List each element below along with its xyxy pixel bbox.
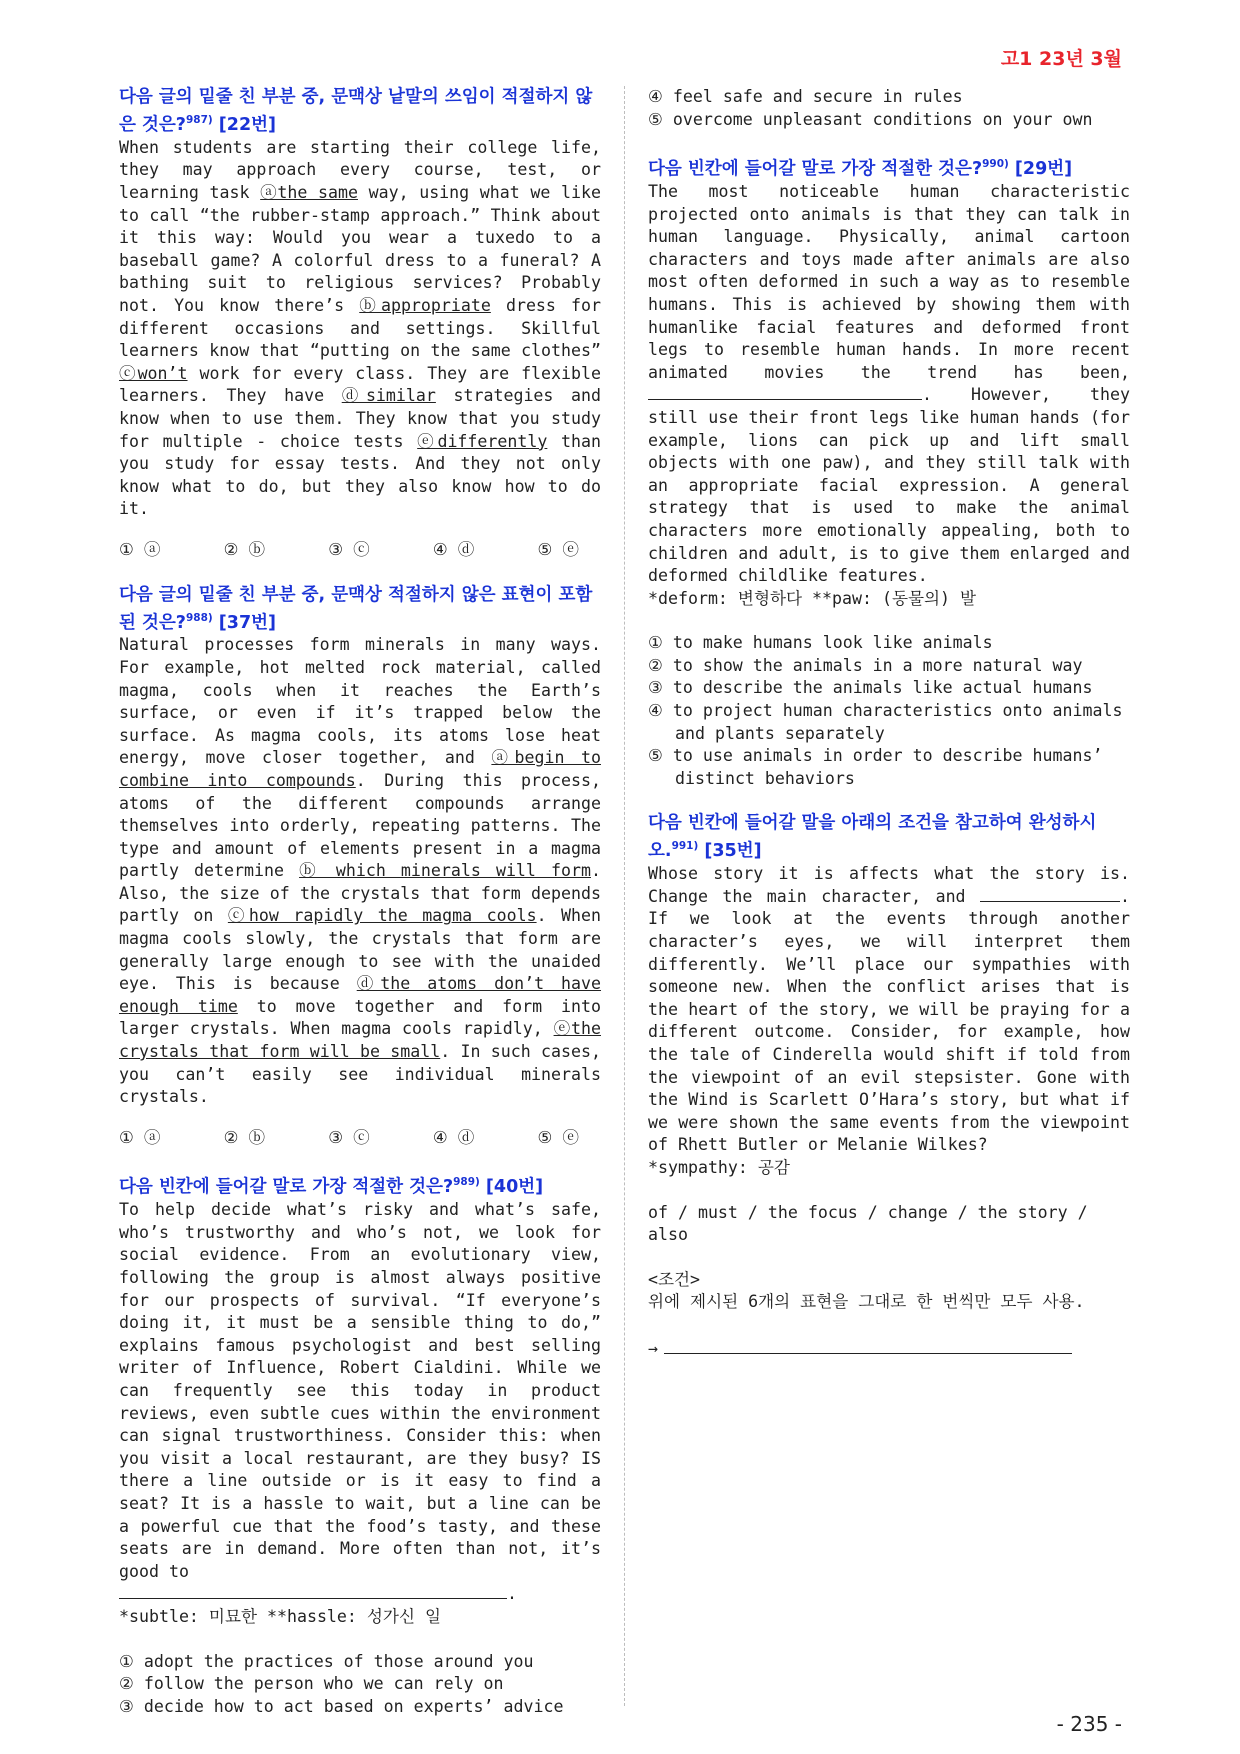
option-2[interactable]: ② ⓑ [223, 1127, 266, 1147]
spacer [119, 562, 601, 584]
question-number: 989) [453, 1176, 480, 1189]
underlined-b: ⓑappropriate [359, 295, 491, 315]
footnote: *subtle: 미묘한 **hassle: 성가신 일 [119, 1606, 442, 1626]
spacer [648, 1247, 1130, 1269]
option-1[interactable]: ① to make humans look like animals [648, 633, 993, 653]
option-3[interactable]: ③ ⓒ [328, 539, 370, 559]
answer-options [119, 1127, 579, 1150]
option-1[interactable]: ① ⓐ [119, 539, 161, 559]
spacer [648, 790, 1130, 812]
option-4[interactable]: ④ feel safe and secure in rules [648, 87, 963, 106]
spacer [648, 1314, 1130, 1336]
question-tag: [40번] [479, 1177, 544, 1198]
question-tag: [37번] [212, 612, 277, 633]
answer-input-line[interactable] [664, 1336, 1072, 1354]
answer-options [119, 539, 579, 562]
option-4[interactable]: ④ ⓓ [432, 1127, 475, 1147]
option-5[interactable]: ⑤ overcome unpleasant conditions on your own [648, 109, 1093, 129]
option-1[interactable]: ① ⓐ [119, 1127, 161, 1147]
page-number: - 235 - [1056, 1712, 1122, 1736]
option-5[interactable]: ⑤ ⓔ [537, 1127, 579, 1147]
question-title: 다음 빈칸에 들어갈 말로 가장 적절한 것은?$^{990)}$ [29번] [648, 158, 1073, 180]
underlined-c: ⓒwon’t [119, 363, 188, 383]
question-number: 990) [982, 158, 1009, 171]
option-5[interactable]: ⑤ ⓔ [537, 539, 579, 559]
passage: Natural processes form minerals in many ways. For example, hot melted rock material, called magma, cools when it reaches the Earth’s surface, or even if it’s trapped below the surface. As magma cools, its atoms lose heat energy, move closer together, and ⓐbegin to combine into compounds. During this process, atoms of the different compounds arrange themselves into orderly, repeating patterns. The type and amount of elements present in a magma partly determine ⓑ which minerals will form. Also, the size of the crystals that form depends partly on ⓒhow rapidly the magma cools. When magma cools slowly, the crystals that form are generally large enough to see with the unaided eye. This is because ⓓthe atoms don’t have enough time to move together and form into larger crystals. When magma cools rapidly, ⓔthe crystals that form will be small. In such cases, you can’t easily see individual minerals crystals. [119, 635, 602, 1107]
option-4[interactable]: ④ to project human characteristics onto animals and plants separately [648, 701, 1123, 743]
column-divider [624, 86, 625, 1706]
question-tag: [35번] [698, 841, 762, 862]
option-2[interactable]: ② ⓑ [223, 539, 266, 559]
answer-blank [980, 886, 1120, 902]
exam-header: 고1 23년 3월 [1000, 48, 1122, 70]
question-number: 988) [185, 611, 213, 624]
answer-row [648, 1336, 1130, 1361]
question-tag: [22번] [212, 114, 277, 135]
question-987 [119, 86, 601, 562]
spacer [648, 610, 1130, 632]
option-3[interactable]: ③ decide how to act based on experts’ advice [119, 1696, 564, 1716]
underlined-d: ⓓthe atoms don’t have enough time [119, 974, 602, 1016]
spacer [119, 1629, 601, 1651]
question-989-continued [648, 86, 1130, 131]
underlined-e: ⓔdifferently [417, 431, 548, 451]
question-number: 987) [185, 114, 213, 126]
question-991 [648, 812, 1130, 1360]
spacer [119, 1149, 601, 1171]
question-title: 다음 글의 밑줄 친 부분 중, 문맥상 낱말의 쓰임이 적절하지 않은 것은?$^{987)}$ [22번] [119, 87, 593, 135]
underlined-a: ⓐthe same [260, 183, 358, 203]
condition-text: 위에 제시된 6개의 표현을 그대로 한 번씩만 모두 사용. [648, 1292, 1085, 1312]
passage: To help decide what’s risky and what’s safe, who’s trustworthy and who’s not, we look for social evidence. From an evolutionary view, following the group is almost always positive for our prospects of survival. “If everyone’s doing it, it must be a sensible thing to do,” explains famous psychologist and best selling writer of Influence, Robert Cialdini. While we can frequently see this today in product reviews, even subtle cues within the environment can signal trustworthiness. Consider this: when you visit a local restaurant, are they busy? IS there a line outside or is it easy to find a seat? It is a hassle to wait, but a line can be a powerful cue that the food’s tasty, and these seats are in demand. More often than not, it’s good to . [119, 1200, 601, 1604]
left-column [119, 86, 601, 1718]
passage: Whose story it is affects what the story is. Change the main character, and . If we look at the events through another character’s eyes, we will interpret them differently. We’ll place our sympathies with someone new. When the conflict arises that is the heart of the story, we will be praying for a different outcome. Consider, for example, how the tale of Cinderella would shift if told from the viewpoint of an evil stepsister. Gone with the Wind is Scarlett O’Hara’s story, but what if we were shown the same events from the viewpoint of Rhett Butler or Melanie Wilkes? [648, 864, 1130, 1155]
underlined-d: ⓓsimilar [341, 386, 436, 406]
option-3[interactable]: ③ ⓒ [328, 1127, 370, 1147]
option-1[interactable]: ① adopt the practices of those around you [119, 1651, 534, 1671]
question-title: 다음 글의 밑줄 친 부분 중, 문맥상 적절하지 않은 표현이 포함된 것은?$^{988)}$ [37번] [119, 584, 593, 633]
option-5[interactable]: ⑤ to use animals in order to describe humans’ distinct behaviors [648, 746, 1103, 788]
option-2[interactable]: ② follow the person who we can rely on [119, 1674, 504, 1694]
question-number: 991) [671, 840, 699, 853]
option-2[interactable]: ② to show the animals in a more natural way [648, 655, 1083, 675]
passage: The most noticeable human characteristic projected onto animals is that they can talk in human language. Physically, animal cartoon characters and toys made after animals are also most often deformed in such a way as to resemble humans. This is achieved by showing them with humanlike facial features and deformed front legs to resemble human hands. In more recent animated movies the trend has been, . However, they still use their front legs like human hands (for example, lions can pick up and lift small objects with one paw), and they still talk with an appropriate facial expression. A general strategy that is used to make the animal characters more emotionally appealing, both to children and adult, is to give them enlarged and deformed childlike features. [648, 182, 1130, 586]
question-title: 다음 빈칸에 들어갈 말로 가장 적절한 것은?$^{989)}$ [40번] [119, 1176, 544, 1198]
answer-blank [648, 384, 922, 400]
word-bank: of / must / the focus / change / the story / also [648, 1202, 1088, 1245]
right-column [648, 86, 1130, 1361]
underlined-e: ⓔthe crystals that form will be small [119, 1019, 601, 1062]
passage: When students are starting their college life, they may approach every course, test, or learning task ⓐthe same way, using what we like to call “the rubber-stamp approach.” Think about it this way: Would you wear a tuxedo to a baseball game? A colorful dress to a funeral? A bathing suit to religious services? Probably not. You know there’s ⓑappropriate dress for different occasions and settings. Skillful learners know that “putting on the same clothes” ⓒwon’t work for every class. They are flexible learners. They have ⓓsimilar strategies and know when to use them. They know that you study for multiple - choice tests ⓔdifferently than you study for essay tests. And they not only know what to do, but they also know how to do it. [119, 137, 602, 519]
question-tag: [29번] [1008, 159, 1073, 180]
underlined-b: ⓑ which minerals will form [299, 861, 591, 881]
question-990 [648, 153, 1130, 790]
arrow-icon: → [648, 1338, 658, 1358]
spacer [648, 131, 1130, 153]
question-title: 다음 빈칸에 들어갈 말을 아래의 조건을 참고하여 완성하시오.$^{991)}$ [35번] [648, 813, 1097, 862]
footnote: *sympathy: 공감 [648, 1158, 790, 1177]
underlined-c: ⓒhow rapidly the magma cools [227, 906, 537, 926]
condition-label: <조건> [648, 1269, 701, 1289]
answer-blank [119, 1583, 507, 1599]
footnote: *deform: 변형하다 **paw: (동물의) 발 [648, 588, 977, 608]
option-4[interactable]: ④ ⓓ [432, 539, 475, 559]
question-988 [119, 584, 601, 1150]
option-3[interactable]: ③ to describe the animals like actual humans [648, 678, 1093, 698]
underlined-a: ⓐbegin to combine into compounds [119, 748, 601, 790]
spacer [648, 1180, 1130, 1202]
question-989 [119, 1171, 601, 1718]
